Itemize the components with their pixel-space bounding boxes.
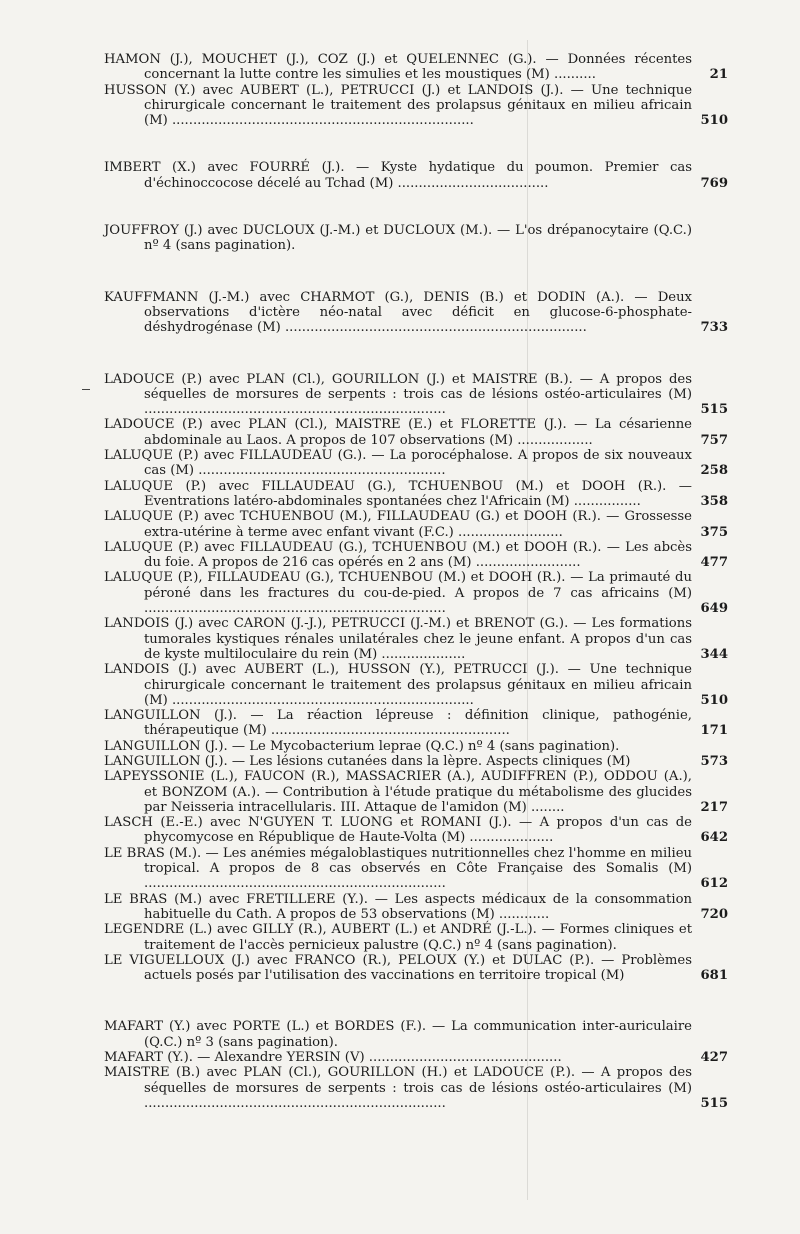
index-entry: LANDOIS (J.) avec AUBERT (L.), HUSSON (Y.), PETRUCCI (J.). — Une technique chirurgicale concernant le traitement des prolapsus génitaux en milieu africain (M) ........................................................................ 510: [104, 662, 728, 708]
index-entry: LALUQUE (P.) avec FILLAUDEAU (G.), TCHUENBOU (M.) et DOOH (R.). — Les abcès du foie. A propos de 216 cas opérés en 2 ans (M) ......................... 477: [104, 539, 728, 571]
index-entry: LASCH (E.-E.) avec N'GUYEN T. LUONG et ROMANI (J.). — A propos d'un cas de phycomycose en République de Haute-Volta (M) .................... 642: [104, 815, 728, 846]
page-number: 515: [700, 1095, 728, 1111]
index-entry: JOUFFROY (J.) avec DUCLOUX (J.-M.) et DUCLOUX (M.). — L'os drépanocytaire (Q.C.) nº 4 (sans pagination).: [104, 223, 692, 254]
index-entry: LANDOIS (J.) avec CARON (J.-J.), PETRUCCI (J.-M.) et BRENOT (G.). — Les formations tumorales kystiques rénales unilatérales chez le jeune enfant. A propos d'un cas de kyste multiloculaire du rein (M) .................... 344: [104, 616, 728, 662]
index-entry: HUSSON (Y.) avec AUBERT (L.), PETRUCCI (J.) et LANDOIS (J.). — Une technique chirurgicale concernant le traitement des prolapsus génitaux en milieu africain (M) ........................................................................ 510: [104, 82, 728, 129]
page-number: 510: [700, 113, 728, 129]
index-entry: LE VIGUELLOUX (J.) avec FRANCO (R.), PELOUX (Y.) et DULAC (P.). — Problèmes actuels posés par l'utilisation des vaccinations en territoire tropical (M) 681: [104, 952, 728, 984]
page-number: 477: [700, 555, 728, 571]
index-entry: LANGUILLON (J.). — La réaction lépreuse : définition clinique, pathogénie, thérapeutique (M) ......................................................... 171: [104, 708, 728, 739]
index-entry: LE BRAS (M.) avec FRETILLERE (Y.). — Les aspects médicaux de la consommation habituelle du Cath. A propos de 53 observations (M) ............ 720: [104, 891, 728, 922]
page-number: 171: [700, 723, 728, 739]
index-entry: LADOUCE (P.) avec PLAN (Cl.), GOURILLON (J.) et MAISTRE (B.). — A propos des séquelles de morsures de serpents : trois cas de lésions ostéo-articulaires (M) ........................................................................ 515: [104, 371, 728, 418]
index-entry: LANGUILLON (J.). — Le Mycobacterium leprae (Q.C.) nº 4 (sans pagination).: [104, 738, 620, 754]
page-number: 344: [700, 646, 728, 662]
page-number: 515: [700, 402, 728, 418]
page-number: 642: [700, 830, 728, 846]
index-entry: LALUQUE (P.) avec TCHUENBOU (M.), FILLAUDEAU (G.) et DOOH (R.). — Grossesse extra-utérine à terme avec enfant vivant (F.C.) ......................... 375: [104, 509, 728, 540]
index-entry: LAPEYSSONIE (L.), FAUCON (R.), MASSACRIER (A.), AUDIFFREN (P.), ODDOU (A.), et BONZOM (A.). — Contribution à l'étude pratique du métabolisme des glucides par Neisseria intracellularis. III. Attaque de l'amidon (M) ........ 217: [104, 769, 728, 815]
index-entry: LANGUILLON (J.). — Les lésions cutanées dans la lèpre. Aspects cliniques (M) 573: [104, 753, 728, 769]
page-number: 720: [700, 906, 728, 922]
page-number: 769: [700, 175, 728, 191]
page-number: 757: [700, 432, 728, 448]
page-number: 258: [700, 463, 728, 479]
page-number: 733: [700, 320, 728, 336]
index-entry: KAUFFMANN (J.-M.) avec CHARMOT (G.), DENIS (B.) et DODIN (A.). — Deux observations d'ictère néo-natal avec déficit en glucose-6-phosphate-déshydrogénase (M) ........................................................................ 733: [104, 289, 728, 336]
page-number: 612: [700, 876, 728, 892]
page-number: 510: [700, 692, 728, 708]
page-number: 217: [700, 799, 728, 815]
index-entry: MAFART (Y.) avec PORTE (L.) et BORDES (F.). — La communication inter-auriculaire (Q.C.) nº 3 (sans pagination).: [104, 1019, 692, 1050]
index-entry: MAFART (Y.). — Alexandre YERSIN (V) .............................................. 427: [104, 1050, 728, 1066]
page-number: 427: [700, 1050, 728, 1066]
page-number: 681: [700, 968, 728, 984]
page-number: 649: [700, 601, 728, 617]
index-entry: LEGENDRE (L.) avec GILLY (R.), AUBERT (L.) et ANDRÉ (J.-L.). — Formes cliniques et traitement de l'accès pernicieux palustre (Q.C.) nº 4 (sans pagination).: [104, 922, 692, 953]
index-entry: LE BRAS (M.). — Les anémies mégaloblastiques nutritionnelles chez l'homme en milieu tropical. A propos de 8 cas observés en Côte Française des Somalis (M) ........................................................................ 612: [104, 845, 728, 892]
index-entry: IMBERT (X.) avec FOURRÉ (J.). — Kyste hydatique du poumon. Premier cas d'échinoccocose décelé au Tchad (M) .................................... 769: [104, 160, 728, 191]
page-number: 375: [700, 524, 728, 540]
index-page: [104, 52, 728, 1111]
index-entry: LADOUCE (P.) avec PLAN (Cl.), MAISTRE (E.) et FLORETTE (J.). — La césarienne abdominale au Laos. A propos de 107 observations (M) .................. 757: [104, 417, 728, 448]
index-entry: LALUQUE (P.) avec FILLAUDEAU (G.). — La porocéphalose. A propos de six nouveaux cas (M) ........................................................... 258: [104, 448, 728, 479]
index-entry: LALUQUE (P.), FILLAUDEAU (G.), TCHUENBOU (M.) et DOOH (R.). — La primauté du péroné dans les fractures du cou-de-pied. A propos de 7 cas africains (M) ........................................................................ 649: [104, 570, 728, 617]
index-entry: LALUQUE (P.) avec FILLAUDEAU (G.), TCHUENBOU (M.) et DOOH (R.). — Eventrations latéro-abdominales spontanées chez l'Africain (M) ................ 358: [104, 478, 728, 509]
index-entry: HAMON (J.), MOUCHET (J.), COZ (J.) et QUELENNEC (G.). — Données récentes concernant la lutte contre les simulies et les moustiques (M) .......... 21: [104, 52, 728, 83]
page-number: 358: [700, 493, 728, 509]
page-number: 573: [700, 753, 728, 769]
page-number: 21: [709, 67, 728, 83]
margin-mark: [82, 389, 90, 390]
index-entry: MAISTRE (B.) avec PLAN (Cl.), GOURILLON (H.) et LADOUCE (P.). — A propos des séquelles de morsures de serpents : trois cas de lésions ostéo-articulaires (M) ........................................................................ 515: [104, 1065, 728, 1111]
